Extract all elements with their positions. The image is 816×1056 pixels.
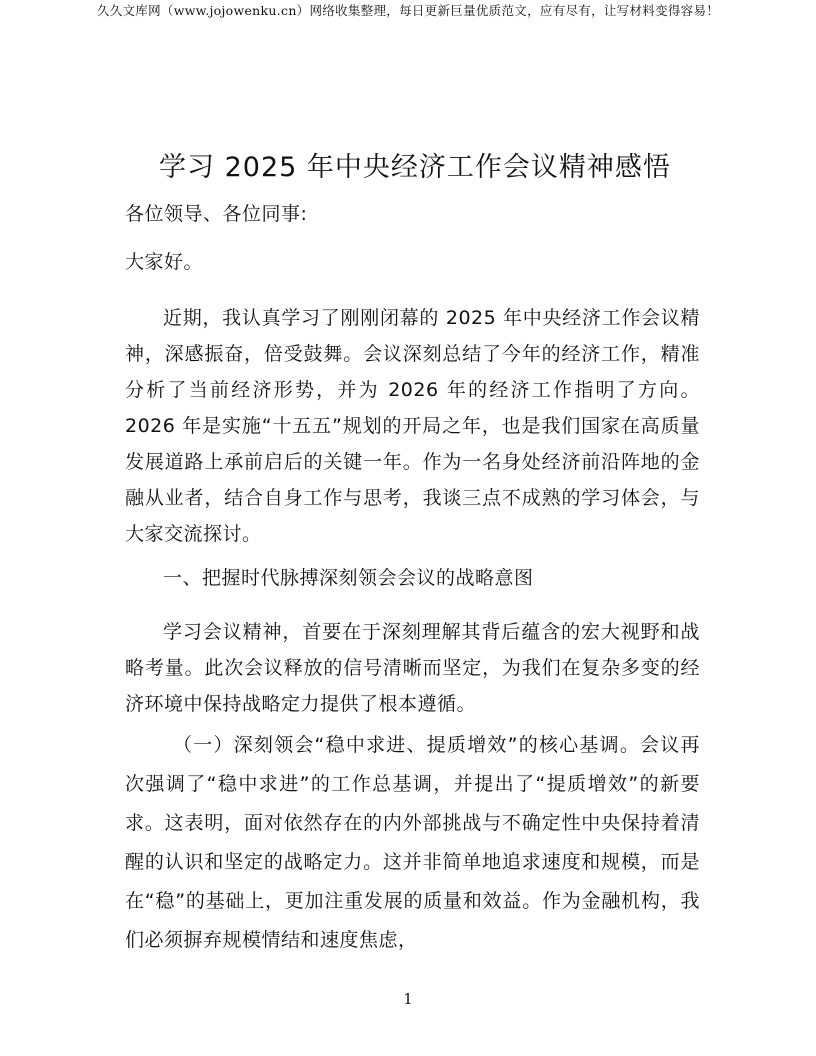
intro-paragraph: 近期，我认真学习了刚刚闭幕的 2025 年中央经济工作会议精神，深感振奋，倍受鼓舞。会议深刻总结了今年的经济工作，精准分析了当前经济形势，并为 2026 年的经济工作指明了方向。2026 年是实施“十五五”规划的开局之年，也是我们国家在高质量发展道路上承前启后的关键一年。作为一名身处经济前沿阵地的金融从业者，结合自身工作与思考，我谈三点不成熟的学习体会，与大家交流探讨。 <box>125 307 700 545</box>
source-header: 久久文库网（www.jojowenku.cn）网络收集整理，每日更新巨量优质范文，应有尽有，让写材料变得容易！ <box>96 3 720 18</box>
subsection-1-paragraph: （一）深刻领会“稳中求进、提质增效”的核心基调。会议再次强调了“稳中求进”的工作总基调，并提出了“提质增效”的新要求。这表明，面对依然存在的内外部挑战与不确定性中央保持着清醒的认识和坚定的战略定力。这并非简单地追求速度和规模，而是在“稳”的基础上，更加注重发展的质量和效益。作为金融机构，我们必须摒弃规模情结和速度焦虑， <box>125 734 700 951</box>
section-1-heading: 一、把握时代脉搏深刻领会会议的战略意图 <box>163 567 534 589</box>
salutation: 各位领导、各位同事: <box>125 203 308 225</box>
document-title: 学习 2025 年中央经济工作会议精神感悟 <box>159 152 671 183</box>
page-number: 1 <box>403 990 413 1008</box>
greeting: 大家好。 <box>125 251 204 273</box>
section-1-paragraph: 学习会议精神，首要在于深刻理解其背后蕴含的宏大视野和战略考量。此次会议释放的信号清晰而坚定，为我们在复杂多变的经济环境中保持战略定力提供了根本遵循。 <box>125 621 700 715</box>
